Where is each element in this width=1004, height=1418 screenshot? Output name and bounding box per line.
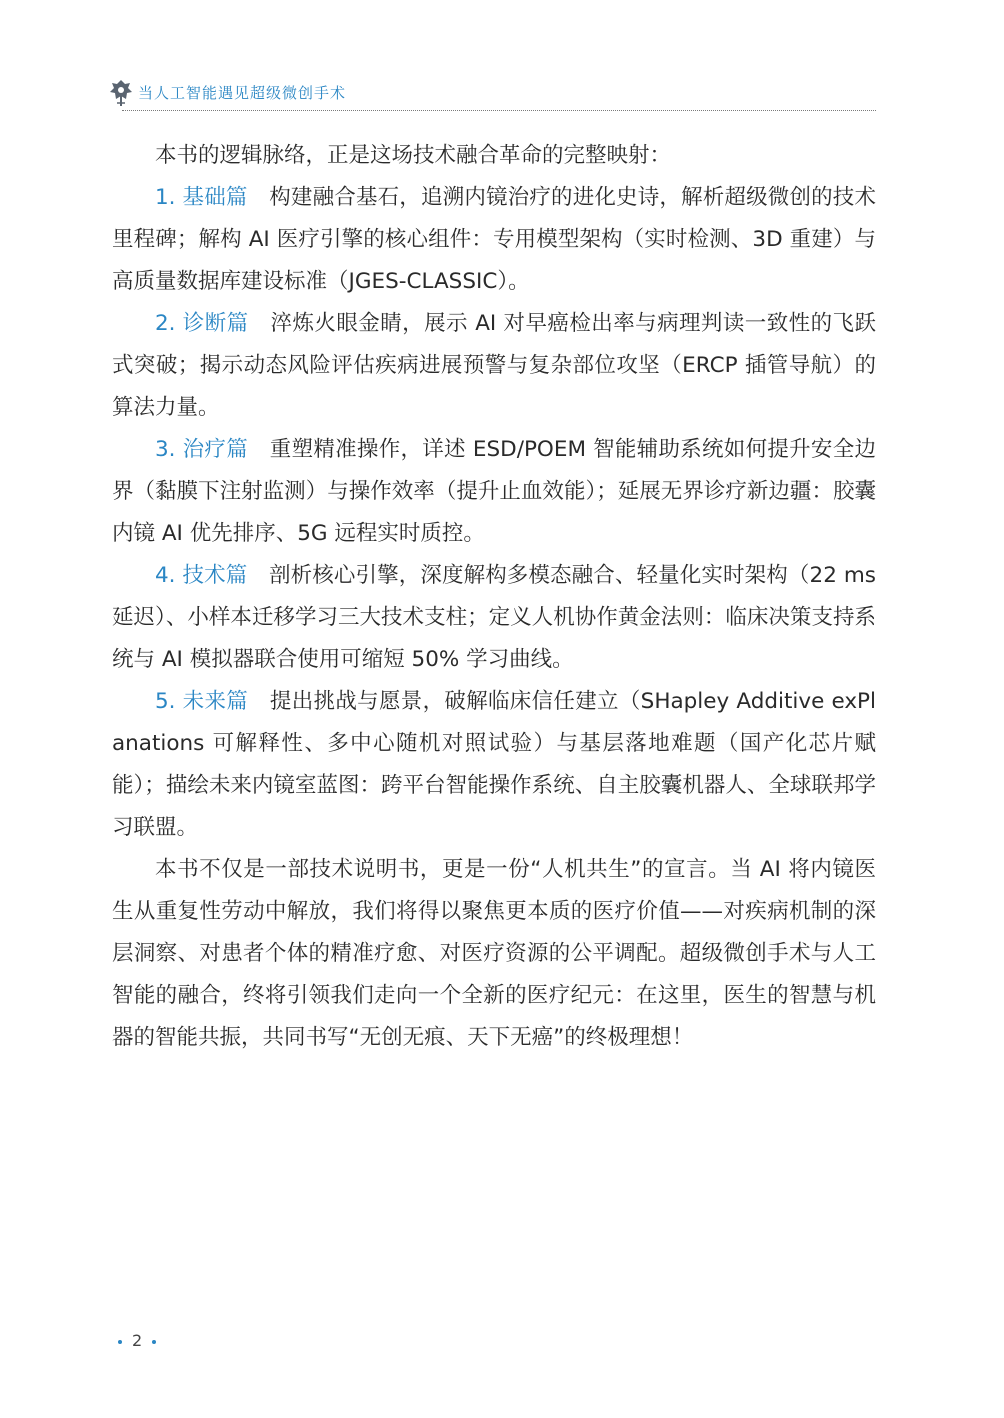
bullet-dot-icon [118, 1340, 122, 1344]
section-text-4: 剖析核心引擎，深度解构多模态融合、轻量化实时架构（22 ms 延迟）、小样本迁移学习三大技术支柱；定义人机协作黄金法则：临床决策支持系统与 AI 模拟器联合使用可缩短 50% 学习曲线。 [112, 563, 876, 672]
section-heading-4: 4. 技术篇 [155, 563, 248, 588]
section-text-5: 提出挑战与愿景，破解临床信任建立（SHapley Additive exPlanations 可解释性、多中心随机对照试验）与基层落地难题（国产化芯片赋能）；描绘未来内镜室蓝图：跨平台智能操作系统、自主胶囊机器人、全球联邦学习联盟。 [112, 689, 876, 840]
page-footer [108, 1331, 166, 1350]
section-text-3: 重塑精准操作，详述 ESD/POEM 智能辅助系统如何提升安全边界（黏膜下注射监测）与操作效率（提升止血效能）；延展无界诊疗新边疆：胶囊内镜 AI 优先排序、5G 远程实时质控。 [112, 437, 876, 546]
section-heading-5: 5. 未来篇 [155, 689, 249, 714]
running-header [108, 74, 876, 114]
body-text [112, 135, 876, 1059]
bullet-dot-icon [152, 1340, 156, 1344]
section-paragraph-1 [112, 177, 876, 303]
section-heading-2: 2. 诊断篇 [155, 311, 249, 336]
page-number: 2 [132, 1331, 143, 1350]
header-divider [122, 110, 876, 111]
section-text-2: 淬炼火眼金睛，展示 AI 对早癌检出率与病理判读一致性的飞跃式突破；揭示动态风险评估疾病进展预警与复杂部位攻坚（ERCP 插管导航）的算法力量。 [112, 311, 876, 420]
section-paragraph-3 [112, 429, 876, 555]
running-title: 当人工智能遇见超级微创手术 [138, 84, 347, 102]
closing-paragraph: 本书不仅是一部技术说明书，更是一份“人机共生”的宣言。当 AI 将内镜医生从重复性劳动中解放，我们将得以聚焦更本质的医疗价值——对疾病机制的深层洞察、对患者个体的精准疗愈、对医疗资源的公平调配。超级微创手术与人工智能的融合，终将引领我们走向一个全新的医疗纪元：在这里，医生的智慧与机器的智能共振，共同书写“无创无痕、天下无癌”的终极理想！ [112, 857, 876, 1050]
section-heading-3: 3. 治疗篇 [155, 437, 248, 462]
section-paragraph-2 [112, 303, 876, 429]
section-paragraph-4 [112, 555, 876, 681]
section-text-1: 构建融合基石，追溯内镜治疗的进化史诗，解析超级微创的技术里程碑；解构 AI 医疗引擎的核心组件：专用模型架构（实时检测、3D 重建）与高质量数据库建设标准（JGES-CLASSIC）。 [112, 185, 876, 294]
intro-paragraph: 本书的逻辑脉络，正是这场技术融合革命的完整映射： [155, 143, 672, 168]
emblem-icon [108, 78, 134, 108]
section-heading-1: 1. 基础篇 [155, 185, 248, 210]
section-paragraph-5 [112, 681, 876, 849]
